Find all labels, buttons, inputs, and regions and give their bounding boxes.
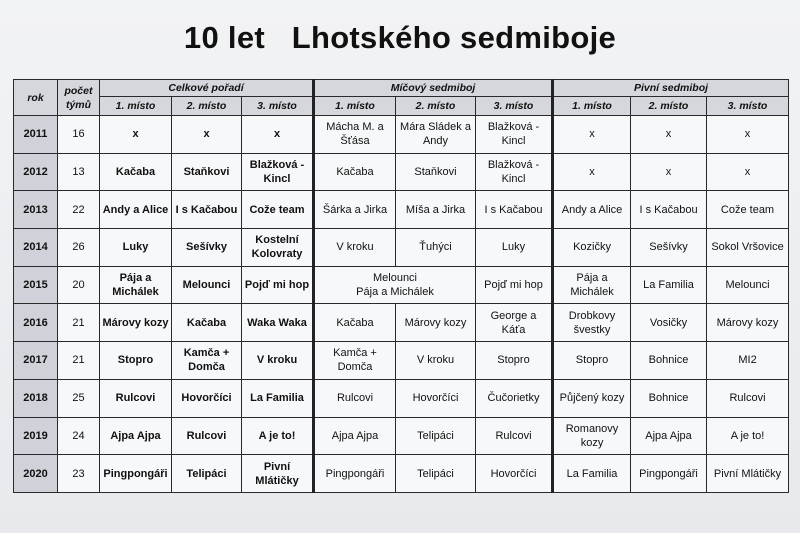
- ball-place-cell: Pingpongáři: [314, 455, 396, 493]
- header-place-2: 2. místo: [396, 97, 476, 116]
- year-cell: 2016: [14, 304, 58, 342]
- header-place-3: 3. místo: [707, 97, 789, 116]
- table-row: [14, 153, 789, 191]
- header-place-1: 1. místo: [100, 97, 172, 116]
- beer-place-cell: x: [553, 153, 631, 191]
- overall-place-cell: La Familia: [242, 379, 314, 417]
- header-place-2: 2. místo: [631, 97, 707, 116]
- results-body: [14, 116, 789, 493]
- ball-place-cell: Márovy kozy: [396, 304, 476, 342]
- table-row: [14, 417, 789, 455]
- beer-place-cell: La Familia: [631, 266, 707, 304]
- team-count-cell: 22: [58, 191, 100, 229]
- ball-place-cell: Rulcovi: [314, 379, 396, 417]
- overall-place-cell: Márovy kozy: [100, 304, 172, 342]
- overall-place-cell: Pája a Michálek: [100, 266, 172, 304]
- beer-place-cell: Drobkovy švestky: [553, 304, 631, 342]
- overall-place-cell: Pingpongáři: [100, 455, 172, 493]
- beer-place-cell: Ajpa Ajpa: [631, 417, 707, 455]
- year-cell: 2017: [14, 342, 58, 380]
- year-cell: 2011: [14, 116, 58, 154]
- page-title: 10 let Lhotského sedmiboje: [183, 20, 617, 55]
- ball-place-cell: Mára Sládek a Andy: [396, 116, 476, 154]
- table-row: [14, 379, 789, 417]
- overall-place-cell: Kamča + Domča: [172, 342, 242, 380]
- team-count-cell: 26: [58, 229, 100, 267]
- ball-place-cell: Kačaba: [314, 153, 396, 191]
- ball-place-cell: Hovorčíci: [476, 455, 553, 493]
- header-group-pivni: Pivní sedmiboj: [553, 80, 789, 97]
- beer-place-cell: Stopro: [553, 342, 631, 380]
- year-cell: 2019: [14, 417, 58, 455]
- team-count-cell: 25: [58, 379, 100, 417]
- header-pocet-tymu: počet týmů: [58, 80, 100, 116]
- beer-place-cell: Pivní Mlátičky: [707, 455, 789, 493]
- overall-place-cell: A je to!: [242, 417, 314, 455]
- year-cell: 2020: [14, 455, 58, 493]
- ball-place-cell: Stopro: [476, 342, 553, 380]
- beer-place-cell: MI2: [707, 342, 789, 380]
- beer-place-cell: x: [631, 116, 707, 154]
- beer-place-cell: x: [553, 116, 631, 154]
- ball-place-cell: Kamča + Domča: [314, 342, 396, 380]
- beer-place-cell: Sešívky: [631, 229, 707, 267]
- ball-place-cell: Telipáci: [396, 455, 476, 493]
- overall-place-cell: Pojď mi hop: [242, 266, 314, 304]
- beer-place-cell: Andy a Alice: [553, 191, 631, 229]
- beer-place-cell: Melounci: [707, 266, 789, 304]
- ball-place-cell: Ťuhýci: [396, 229, 476, 267]
- ball-place-cell: Šárka a Jirka: [314, 191, 396, 229]
- ball-place-cell: Pojď mi hop: [476, 266, 553, 304]
- table-row: [14, 266, 789, 304]
- ball-place-cell: Čučorietky: [476, 379, 553, 417]
- overall-place-cell: Rulcovi: [100, 379, 172, 417]
- team-count-cell: 23: [58, 455, 100, 493]
- overall-place-cell: Kačaba: [172, 304, 242, 342]
- ball-place-cell: George a Káťa: [476, 304, 553, 342]
- ball-place-cell: Luky: [476, 229, 553, 267]
- beer-place-cell: Kozičky: [553, 229, 631, 267]
- overall-place-cell: Waka Waka: [242, 304, 314, 342]
- beer-place-cell: x: [707, 153, 789, 191]
- ball-place-cell: Rulcovi: [476, 417, 553, 455]
- ball-place-cell: I s Kačabou: [476, 191, 553, 229]
- header-rok: rok: [14, 80, 58, 116]
- ball-place-cell: Telipáci: [396, 417, 476, 455]
- beer-place-cell: Bohnice: [631, 379, 707, 417]
- table-row: [14, 304, 789, 342]
- overall-place-cell: x: [100, 116, 172, 154]
- year-cell: 2012: [14, 153, 58, 191]
- ball-place-cell: Hovorčíci: [396, 379, 476, 417]
- header-place-1: 1. místo: [314, 97, 396, 116]
- team-count-cell: 24: [58, 417, 100, 455]
- header-place-3: 3. místo: [476, 97, 553, 116]
- overall-place-cell: Stopro: [100, 342, 172, 380]
- ball-place-cell: V kroku: [396, 342, 476, 380]
- beer-place-cell: Romanovy kozy: [553, 417, 631, 455]
- ball-place-cell: Kačaba: [314, 304, 396, 342]
- overall-place-cell: Andy a Alice: [100, 191, 172, 229]
- header-place-3: 3. místo: [242, 97, 314, 116]
- overall-place-cell: Telipáci: [172, 455, 242, 493]
- table-row: [14, 229, 789, 267]
- table-row: [14, 342, 789, 380]
- header-place-2: 2. místo: [172, 97, 242, 116]
- ball-place-cell: Ajpa Ajpa: [314, 417, 396, 455]
- beer-place-cell: A je to!: [707, 417, 789, 455]
- overall-place-cell: x: [242, 116, 314, 154]
- team-count-cell: 21: [58, 304, 100, 342]
- ball-shared-place-cell: Melounci Pája a Michálek: [314, 266, 476, 304]
- beer-place-cell: Pája a Michálek: [553, 266, 631, 304]
- beer-place-cell: Márovy kozy: [707, 304, 789, 342]
- team-count-cell: 21: [58, 342, 100, 380]
- table-row: [14, 455, 789, 493]
- overall-place-cell: Sešívky: [172, 229, 242, 267]
- beer-place-cell: x: [631, 153, 707, 191]
- header-group-micovy: Míčový sedmiboj: [314, 80, 553, 97]
- overall-place-cell: Kostelní Kolovraty: [242, 229, 314, 267]
- overall-place-cell: Ajpa Ajpa: [100, 417, 172, 455]
- beer-place-cell: x: [707, 116, 789, 154]
- table-row: [14, 116, 789, 154]
- team-count-cell: 16: [58, 116, 100, 154]
- beer-place-cell: Vosičky: [631, 304, 707, 342]
- header-place-1: 1. místo: [553, 97, 631, 116]
- overall-place-cell: Pivní Mlátičky: [242, 455, 314, 493]
- overall-place-cell: Staňkovi: [172, 153, 242, 191]
- beer-place-cell: Rulcovi: [707, 379, 789, 417]
- results-table: [13, 79, 789, 493]
- ball-place-cell: Míša a Jirka: [396, 191, 476, 229]
- team-count-cell: 13: [58, 153, 100, 191]
- year-cell: 2013: [14, 191, 58, 229]
- beer-place-cell: Bohnice: [631, 342, 707, 380]
- ball-place-cell: V kroku: [314, 229, 396, 267]
- overall-place-cell: Blažková - Kincl: [242, 153, 314, 191]
- overall-place-cell: V kroku: [242, 342, 314, 380]
- beer-place-cell: Pingpongáři: [631, 455, 707, 493]
- ball-place-cell: Blažková - Kincl: [476, 153, 553, 191]
- beer-place-cell: Půjčený kozy: [553, 379, 631, 417]
- team-count-cell: 20: [58, 266, 100, 304]
- overall-place-cell: Luky: [100, 229, 172, 267]
- year-cell: 2015: [14, 266, 58, 304]
- table-row: [14, 191, 789, 229]
- ball-place-cell: Blažková - Kincl: [476, 116, 553, 154]
- overall-place-cell: Cože team: [242, 191, 314, 229]
- beer-place-cell: Cože team: [707, 191, 789, 229]
- year-cell: 2018: [14, 379, 58, 417]
- header-group-celkove: Celkové pořadí: [100, 80, 314, 97]
- overall-place-cell: Melounci: [172, 266, 242, 304]
- beer-place-cell: Sokol Vršovice: [707, 229, 789, 267]
- overall-place-cell: Rulcovi: [172, 417, 242, 455]
- ball-place-cell: Mácha M. a Šťása: [314, 116, 396, 154]
- ball-place-cell: Staňkovi: [396, 153, 476, 191]
- year-cell: 2014: [14, 229, 58, 267]
- beer-place-cell: La Familia: [553, 455, 631, 493]
- overall-place-cell: I s Kačabou: [172, 191, 242, 229]
- overall-place-cell: Hovorčíci: [172, 379, 242, 417]
- beer-place-cell: I s Kačabou: [631, 191, 707, 229]
- overall-place-cell: Kačaba: [100, 153, 172, 191]
- overall-place-cell: x: [172, 116, 242, 154]
